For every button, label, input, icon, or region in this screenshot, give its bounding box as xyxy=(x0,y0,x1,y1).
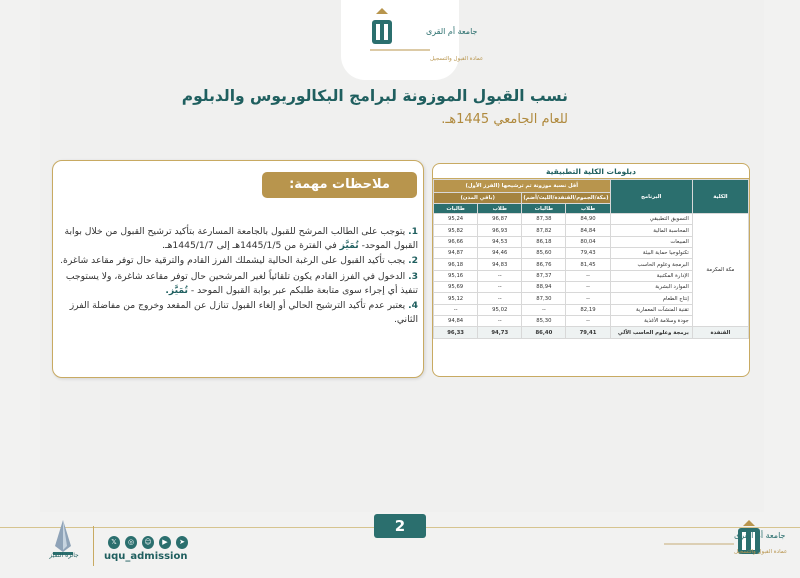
value-cell: 96,66 xyxy=(434,236,478,247)
value-cell: 79,43 xyxy=(566,248,610,259)
program-cell: الإدارة المكتبية xyxy=(610,270,692,281)
value-cell: -- xyxy=(478,293,522,304)
youtube-icon[interactable]: ▶ xyxy=(159,536,171,549)
college-cell: القنفذة xyxy=(692,327,748,338)
value-cell: -- xyxy=(478,282,522,293)
note-item: 3. الدخول في الفرز القادم يكون تلقائياً لغير المرشحين حال توفر مقاعد شاغرة، ولا يستوجب تنفيذ أي إجراء سوى متابعة طلبكم عبر بوابة القبول الموحد - تُمَيَّز. xyxy=(65,270,418,296)
award-text: جائزة التميّز xyxy=(49,552,79,559)
university-logo xyxy=(366,6,484,72)
value-cell: 88,94 xyxy=(522,282,566,293)
program-cell: إنتاج الطعام xyxy=(610,293,692,304)
value-cell: 86,40 xyxy=(522,327,566,338)
program-cell: المبيعات xyxy=(610,236,692,247)
program-header: البرنامج xyxy=(610,180,692,214)
value-cell: 80,04 xyxy=(566,236,610,247)
program-cell: تكنولوجيا حماية البيئة xyxy=(610,248,692,259)
value-cell: -- xyxy=(478,316,522,327)
value-cell: 95,16 xyxy=(434,270,478,281)
footer-vertical-divider xyxy=(93,526,94,566)
value-cell: 87,82 xyxy=(522,225,566,236)
value-cell: -- xyxy=(434,304,478,315)
logo-subtitle-text: عمادة القبول والتسجيل xyxy=(430,56,484,62)
logo-subtitle-text: عمادة القبول والتسجيل xyxy=(734,549,788,555)
group-top-header: أقل نسبة موزونة تم ترشيحها (الفرز الأول) xyxy=(434,180,611,193)
value-cell: 96,93 xyxy=(478,225,522,236)
college-header: الكلية xyxy=(692,180,748,214)
x-icon[interactable]: 𝕏 xyxy=(108,536,120,549)
program-cell: الموارد البشرية xyxy=(610,282,692,293)
value-cell: 96,18 xyxy=(434,259,478,270)
rates-table xyxy=(433,179,749,339)
value-cell: 94,83 xyxy=(478,259,522,270)
value-cell: -- xyxy=(522,304,566,315)
male-header: طلاب xyxy=(478,204,522,214)
value-cell: -- xyxy=(566,293,610,304)
value-cell: 94,73 xyxy=(478,327,522,338)
program-cell: جودة وسلامة الأغذية xyxy=(610,316,692,327)
group-makkah-header: (مكة/الجموم/القنفذة/الليث/أضم) xyxy=(522,193,610,204)
female-header: طالبات xyxy=(522,204,566,214)
college-cell: مكة المكرمة xyxy=(692,214,748,327)
value-cell: 95,12 xyxy=(434,293,478,304)
value-cell: 87,38 xyxy=(522,214,566,225)
notes-list xyxy=(60,225,418,328)
value-cell: 84,84 xyxy=(566,225,610,236)
page-subtitle: للعام الجامعي 1445هـ. xyxy=(441,112,568,127)
value-cell: 94,87 xyxy=(434,248,478,259)
logo-name-text: جامعة أم القرى xyxy=(734,531,786,540)
social-icons xyxy=(108,536,188,550)
logo-name-text: جامعة أم القرى xyxy=(426,27,478,36)
excellence-award-logo xyxy=(38,516,88,574)
male-header: طلاب xyxy=(566,204,610,214)
value-cell: -- xyxy=(566,316,610,327)
value-cell: 95,24 xyxy=(434,214,478,225)
value-cell: 81,45 xyxy=(566,259,610,270)
value-cell: -- xyxy=(566,270,610,281)
female-header: طالبات xyxy=(434,204,478,214)
value-cell: 94,84 xyxy=(434,316,478,327)
value-cell: 96,33 xyxy=(434,327,478,338)
telegram-icon[interactable]: ➤ xyxy=(176,536,188,549)
note-item: 1. يتوجب على الطالب المرشح للقبول بالجامعة المسارعة بتأكيد ترشيح القبول من خلال بوابة القبول الموحد- تُمَيَّز في الفترة من 1445/1/5هـ إلى 1445/1/7هـ. xyxy=(64,226,418,252)
value-cell: 85,30 xyxy=(522,316,566,327)
note-item: 4. يعتبر عدم تأكيد الترشيح الحالي أو إلغاء القبول تنازل عن المقعد وخروج من مفاضلة الفرز الثاني. xyxy=(69,300,418,326)
value-cell: -- xyxy=(478,270,522,281)
value-cell: 96,87 xyxy=(478,214,522,225)
university-logo-footer xyxy=(660,520,788,570)
program-cell: التسويق التطبيقي xyxy=(610,214,692,225)
admission-table xyxy=(432,163,750,377)
notes-title: ملاحظات مهمة: xyxy=(262,172,417,198)
value-cell: 94,46 xyxy=(478,248,522,259)
value-cell: 87,37 xyxy=(522,270,566,281)
value-cell: 79,41 xyxy=(566,327,610,338)
value-cell: 94,53 xyxy=(478,236,522,247)
value-cell: 86,18 xyxy=(522,236,566,247)
table-row xyxy=(434,214,749,225)
page-title: نسب القبول الموزونة لبرامج البكالوريوس والدبلوم xyxy=(181,87,568,105)
program-cell: تقنية المنشآت المعمارية xyxy=(610,304,692,315)
value-cell: 84,90 xyxy=(566,214,610,225)
value-cell: 95,82 xyxy=(434,225,478,236)
snapchat-icon[interactable]: ☺ xyxy=(142,536,154,549)
social-handle[interactable]: uqu_admission xyxy=(104,551,188,562)
program-cell: المحاسبة المالية xyxy=(610,225,692,236)
page-number: 2 xyxy=(374,514,426,538)
table-row xyxy=(434,327,749,338)
table-caption: دبلومات الكلية التطبيقية xyxy=(433,164,749,179)
value-cell: 86,76 xyxy=(522,259,566,270)
value-cell: 85,60 xyxy=(522,248,566,259)
note-item: 2. يجب تأكيد القبول على الرغبة الحالية ليشملك الفرز القادم والترقية حال توفر مقاعد شاغرة. xyxy=(60,255,418,267)
instagram-icon[interactable]: ◎ xyxy=(125,536,137,549)
value-cell: 82,19 xyxy=(566,304,610,315)
value-cell: 95,02 xyxy=(478,304,522,315)
program-cell: برمجة وعلوم الحاسب الآلي xyxy=(610,327,692,338)
value-cell: -- xyxy=(566,282,610,293)
value-cell: 95,69 xyxy=(434,282,478,293)
program-cell: البرمجة وعلوم الحاسب xyxy=(610,259,692,270)
group-other-header: (باقي المدن) xyxy=(434,193,522,204)
value-cell: 87,30 xyxy=(522,293,566,304)
